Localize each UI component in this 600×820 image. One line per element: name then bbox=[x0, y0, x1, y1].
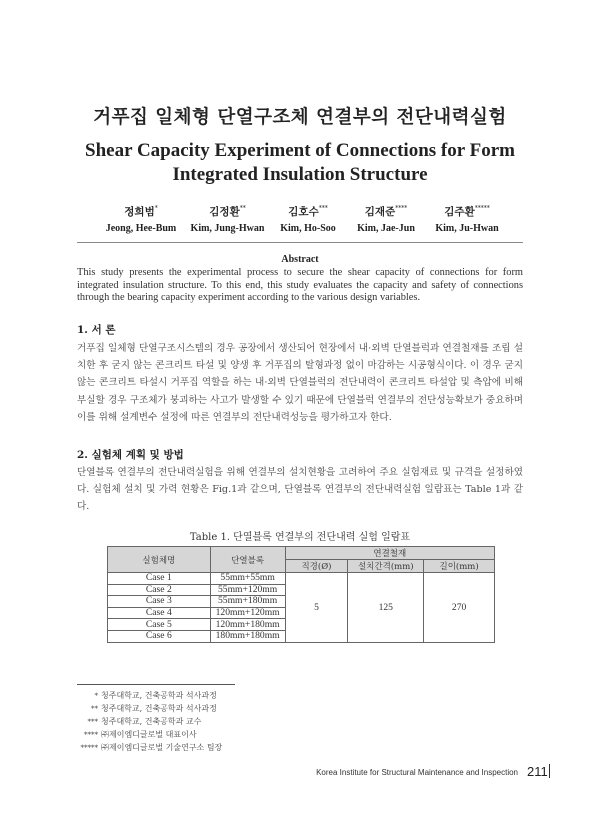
footnote-mark: *** bbox=[87, 718, 98, 726]
title-en-line2: Integrated Insulation Structure bbox=[172, 164, 428, 185]
header-specimen: 실험체명 bbox=[108, 547, 211, 573]
cell-block: 55mm+120mm bbox=[210, 584, 285, 596]
paper-title-english bbox=[0, 139, 600, 187]
header-connector: 연결철재 bbox=[285, 547, 494, 560]
author-name-en: Kim, Ho-Soo bbox=[280, 223, 336, 234]
footnote-5 bbox=[60, 742, 360, 753]
table-caption: Table 1. 단열블록 연결부의 전단내력 실험 일람표 bbox=[189, 532, 411, 543]
author-mark: *** bbox=[318, 205, 328, 212]
footnote-text: 청주대학교, 건축공학과 석사과정 bbox=[101, 704, 217, 713]
footnote-3 bbox=[60, 716, 360, 727]
cell-specimen: Case 6 bbox=[108, 630, 211, 642]
author-name-ko: 김주환 bbox=[444, 206, 475, 218]
footnote-divider bbox=[77, 684, 235, 685]
cell-diameter: 5 bbox=[285, 573, 348, 643]
footnote-text: ㈜제이엠디글로벌 기술연구소 팀장 bbox=[101, 743, 223, 752]
author-name-ko: 김정환 bbox=[209, 206, 240, 218]
author-1 bbox=[100, 204, 182, 234]
author-name-ko: 정희범 bbox=[124, 206, 155, 218]
footnote-1 bbox=[60, 690, 360, 701]
header-divider bbox=[77, 242, 523, 243]
author-4 bbox=[348, 204, 424, 234]
author-mark: **** bbox=[395, 205, 408, 212]
header-length: 길이(mm) bbox=[424, 560, 495, 573]
author-mark: * bbox=[154, 205, 158, 212]
abstract-heading: Abstract bbox=[281, 254, 319, 265]
title-en-line1: Shear Capacity Experiment of Connections for Form bbox=[85, 140, 515, 161]
cell-block: 120mm+120mm bbox=[210, 607, 285, 619]
footnote-text: 청주대학교, 건축공학과 석사과정 bbox=[101, 691, 217, 700]
section-2-text: 단열블록 연결부의 전단내력실험을 위해 연결부의 설치현황을 고려하여 주요 실험재료 및 규격을 설정하였다. 실험체 설치 및 가력 현황은 Fig.1과 같으며, 단열블록 연결부의 전단내력실험 일람표는 Table 1과 같다. bbox=[77, 467, 523, 513]
page-number: 211 bbox=[527, 764, 548, 779]
cell-block: 55mm+180mm bbox=[210, 596, 285, 608]
journal-footer: Korea Institute for Structural Maintenance and Inspection bbox=[316, 768, 518, 777]
footnote-2 bbox=[60, 703, 360, 714]
specimen-table bbox=[107, 546, 495, 643]
author-name-en: Kim, Jae-Jun bbox=[357, 223, 415, 234]
author-mark: ***** bbox=[474, 205, 490, 212]
footnote-mark: **** bbox=[84, 731, 98, 739]
header-block: 단열블록 bbox=[210, 547, 285, 573]
footnote-mark: * bbox=[94, 692, 98, 700]
header-spacing: 설치간격(mm) bbox=[348, 560, 424, 573]
abstract-text: This study presents the experimental process to secure the shear capacity of connections for form integrated insulation structure. To this end, this study evaluates the capacity and safety of connections through the bearing capacity experiment according to the various design variables. bbox=[77, 267, 523, 304]
section-1-heading: 1. 서 론 bbox=[77, 324, 116, 336]
cell-specimen: Case 2 bbox=[108, 584, 211, 596]
cell-spacing: 125 bbox=[348, 573, 424, 643]
author-name-en: Kim, Ju-Hwan bbox=[435, 223, 499, 234]
cell-block: 55mm+55mm bbox=[210, 573, 285, 585]
author-name-en: Kim, Jung-Hwan bbox=[190, 223, 265, 234]
author-5 bbox=[427, 204, 507, 234]
footnote-mark: ** bbox=[91, 705, 98, 713]
section-2-heading: 2. 실험체 계획 및 방법 bbox=[77, 449, 184, 461]
author-mark: ** bbox=[239, 205, 246, 212]
author-name-ko: 김재준 bbox=[364, 206, 396, 218]
author-name-ko: 김호수 bbox=[288, 206, 319, 218]
cell-specimen: Case 1 bbox=[108, 573, 211, 585]
author-3 bbox=[272, 204, 344, 234]
cell-block: 120mm+180mm bbox=[210, 619, 285, 631]
footnote-text: 청주대학교, 건축공학과 교수 bbox=[101, 717, 202, 726]
author-2 bbox=[185, 204, 270, 234]
table-row bbox=[108, 573, 495, 585]
section-1-text: 거푸집 일체형 단열구조시스템의 경우 공장에서 생산되어 현장에서 내·외벽 단열블럭과 연결철재를 조립 설치한 후 굳지 않는 콘크리트 타설 및 양생 후 거푸집의 탈형과정 없이 마감하는 시공형식이다. 이 경우 굳지 않는 콘크리트 타설시 거푸집 역할을 하는 내·외벽 단열블럭의 전단내력이 콘크리트 타설압 및 측압에 비해 부실할 경우 구조체가 붕괴하는 사고가 발생할 수 있기 때문에 단열블럭 연결부의 전단성능확보가 중요하며 이를 위해 설계변수 설정에 따른 연결부의 전단내력성능을 평가하고자 한다. bbox=[77, 343, 523, 423]
page-number-bar bbox=[549, 764, 550, 778]
author-name-en: Jeong, Hee-Bum bbox=[105, 223, 177, 234]
cell-specimen: Case 3 bbox=[108, 596, 211, 608]
cell-block: 180mm+180mm bbox=[210, 630, 285, 642]
header-diameter: 직경(Ø) bbox=[285, 560, 348, 573]
cell-specimen: Case 4 bbox=[108, 607, 211, 619]
cell-length: 270 bbox=[424, 573, 495, 643]
footnote-text: ㈜제이엠디글로벌 대표이사 bbox=[101, 730, 197, 739]
footnote-mark: ***** bbox=[80, 744, 98, 752]
footnote-4 bbox=[60, 729, 360, 740]
paper-title-korean: 거푸집 일체형 단열구조체 연결부의 전단내력실험 bbox=[93, 107, 507, 128]
cell-specimen: Case 5 bbox=[108, 619, 211, 631]
